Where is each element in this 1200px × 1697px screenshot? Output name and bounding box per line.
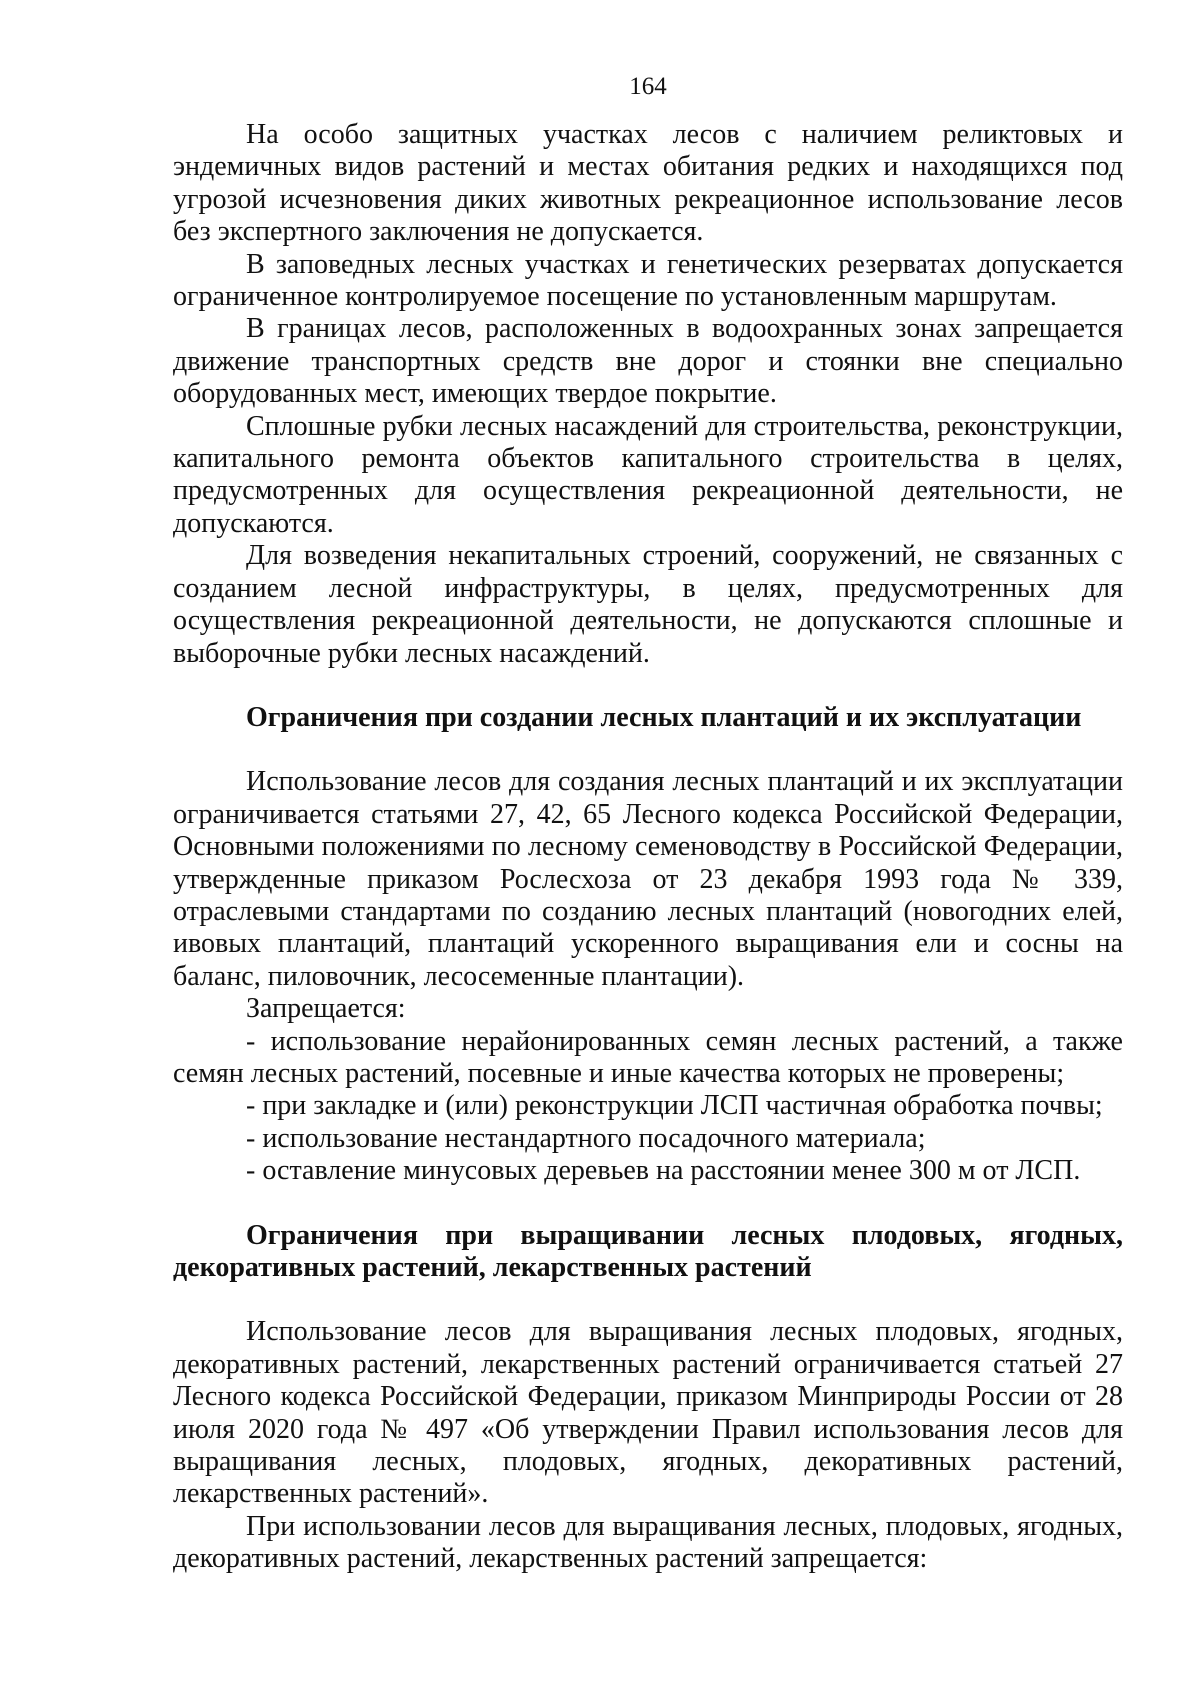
plantations-section xyxy=(173,702,1123,1188)
paragraph-cultivation-prohibited: При использовании лесов для выращивания лесных, плодовых, ягодных, декоративных растений, лекарственных растений запрещается: xyxy=(173,1510,1123,1575)
cultivation-section xyxy=(173,1220,1123,1576)
list-item: - использование нестандартного посадочного материала; xyxy=(246,1122,926,1154)
paragraph-non-capital-structures: Для возведения некапитальных строений, сооружений, не связанных с созданием лесной инфраструктуры, в целях, предусмотренных для осуществления рекреационной деятельности, не допускаются сплошные и выборочные рубки лесных насаждений. xyxy=(173,540,1123,669)
document-page xyxy=(173,0,1123,1576)
recreation-restrictions-section xyxy=(173,119,1123,670)
paragraph-protected-areas: На особо защитных участках лесов с наличием реликтовых и эндемичных видов растений и местах обитания редких и находящихся под угрозой исчезновения диких животных рекреационное использование лесов без экспертного заключения не допускается. xyxy=(173,119,1123,248)
section-heading-cultivation: Ограничения при выращивании лесных плодовых, ягодных, декоративных растений, лекарственных растений xyxy=(173,1219,1123,1283)
spacer xyxy=(173,1284,1123,1316)
spacer xyxy=(173,1188,1123,1220)
list-item: - оставление минусовых деревьев на расстоянии менее 300 м от ЛСП. xyxy=(246,1155,1081,1187)
paragraph-reserves: В заповедных лесных участках и генетических резерватах допускается ограниченное контролируемое посещение по установленным маршрутам. xyxy=(173,248,1123,313)
spacer xyxy=(173,670,1123,702)
page-number: 164 xyxy=(629,73,667,100)
section-heading-plantations: Ограничения при создании лесных плантаций и их эксплуатации xyxy=(246,701,1082,733)
paragraph-cultivation-regulation: Использование лесов для выращивания лесных плодовых, ягодных, декоративных растений, лекарственных растений ограничивается статьей 27 Лесного кодекса Российской Федерации, приказом Минприроды России от 28 июля 2020 года № 497 «Об утверждении Правил использования лесов для выращивания лесных, плодовых, ягодных, декоративных растений, лекарственных растений». xyxy=(173,1316,1123,1510)
list-item: - использование нерайонированных семян лесных растений, а также семян лесных растений, посевные и иные качества которых не проверены; xyxy=(173,1025,1123,1089)
spacer xyxy=(173,734,1123,766)
paragraph-clear-cutting: Сплошные рубки лесных насаждений для строительства, реконструкции, капитального ремонта объектов капитального строительства в целях, предусмотренных для осуществления рекреационной деятельности, не допускаются. xyxy=(173,410,1123,539)
paragraph-plantations-intro: Использование лесов для создания лесных плантаций и их эксплуатации ограничивается статьями 27, 42, 65 Лесного кодекса Российской Федерации, Основными положениями по лесному семеноводству в Российской Федерации, утвержденные приказом Рослесхоза от 23 декабря 1993 года № 339, отраслевыми стандартами по созданию лесных плантаций (новогодних елей, ивовых плантаций, плантаций ускоренного выращивания ели и сосны на баланс, пиловочник, лесосеменные плантации). xyxy=(173,766,1123,992)
prohibited-label: Запрещается: xyxy=(246,993,406,1025)
list-item: - при закладке и (или) реконструкции ЛСП частичная обработка почвы; xyxy=(246,1090,1103,1122)
paragraph-water-zones: В границах лесов, расположенных в водоохранных зонах запрещается движение транспортных средств вне дорог и стоянки вне специально оборудованных мест, имеющих твердое покрытие. xyxy=(173,313,1123,410)
